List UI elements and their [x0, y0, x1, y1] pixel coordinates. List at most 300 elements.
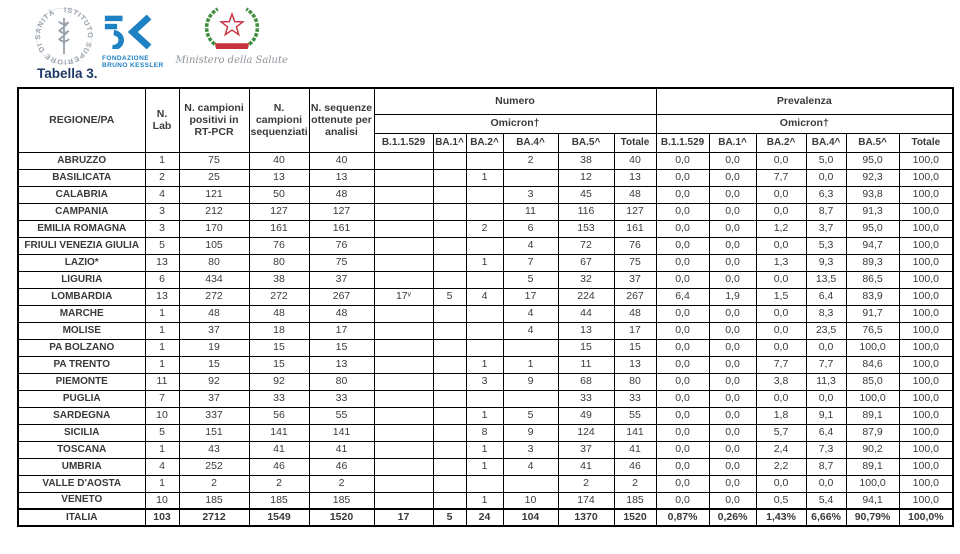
- cell-numero: [433, 322, 466, 339]
- cell-prevalenza: 1,2: [756, 220, 806, 237]
- cell-prevalenza: 100,0: [899, 356, 953, 373]
- cell-prevalenza: 95,0: [846, 220, 899, 237]
- cell-numero: 80: [614, 373, 656, 390]
- cell-prevalenza: 0,0: [756, 237, 806, 254]
- cell-campioni-positivi: 48: [179, 305, 249, 322]
- cell-prevalenza: 0,0: [656, 339, 709, 356]
- cell-numero: 1520: [614, 509, 656, 526]
- cell-numero: 48: [614, 186, 656, 203]
- cell-campioni-sequenziati: 40: [249, 152, 309, 169]
- table-row: [18, 407, 953, 424]
- cell-campioni-sequenziati: 18: [249, 322, 309, 339]
- cell-n-lab: 1: [145, 152, 179, 169]
- cell-n-lab: 5: [145, 237, 179, 254]
- table-row: [18, 424, 953, 441]
- cell-prevalenza: 0,0: [709, 475, 756, 492]
- cell-sequenze-ottenute: 267: [309, 288, 374, 305]
- cell-regione: SICILIA: [18, 424, 145, 441]
- cell-campioni-sequenziati: 38: [249, 271, 309, 288]
- cell-prevalenza: 0,0: [709, 220, 756, 237]
- cell-prevalenza: 0,0: [656, 322, 709, 339]
- cell-n-lab: 7: [145, 390, 179, 407]
- cell-prevalenza: 6,66%: [806, 509, 846, 526]
- cell-numero: 9: [503, 373, 558, 390]
- cell-numero: 127: [614, 203, 656, 220]
- cell-prevalenza: 84,6: [846, 356, 899, 373]
- cell-prevalenza: 0,0: [656, 305, 709, 322]
- cell-campioni-sequenziati: 80: [249, 254, 309, 271]
- logo-strip: [33, 4, 288, 68]
- cell-n-lab: 1: [145, 356, 179, 373]
- cell-numero: [374, 424, 433, 441]
- cell-numero: 68: [558, 373, 614, 390]
- cell-n-lab: 3: [145, 203, 179, 220]
- cell-prevalenza: 7,7: [806, 356, 846, 373]
- cell-regione: CALABRIA: [18, 186, 145, 203]
- cell-numero: 3: [503, 441, 558, 458]
- cell-campioni-sequenziati: 48: [249, 305, 309, 322]
- cell-campioni-positivi: 185: [179, 492, 249, 509]
- cell-prevalenza: 2,4: [756, 441, 806, 458]
- data-table: [17, 87, 954, 527]
- cell-prevalenza: 9,3: [806, 254, 846, 271]
- cell-prevalenza: 3,7: [806, 220, 846, 237]
- cell-prevalenza: 0,0: [806, 390, 846, 407]
- cell-campioni-sequenziati: 33: [249, 390, 309, 407]
- cell-numero: 3: [466, 373, 503, 390]
- table-row: [18, 373, 953, 390]
- cell-prevalenza: 100,0: [899, 271, 953, 288]
- cell-campioni-positivi: 15: [179, 356, 249, 373]
- cell-numero: 1: [503, 356, 558, 373]
- cell-campioni-sequenziati: 15: [249, 339, 309, 356]
- cell-prevalenza: 11,3: [806, 373, 846, 390]
- cell-campioni-positivi: 37: [179, 390, 249, 407]
- cell-prevalenza: 0,0: [656, 424, 709, 441]
- cell-campioni-sequenziati: 2: [249, 475, 309, 492]
- cell-prevalenza: 0,87%: [656, 509, 709, 526]
- cell-numero: 2: [558, 475, 614, 492]
- cell-prevalenza: 100,0: [899, 220, 953, 237]
- table-total-row: [18, 509, 953, 526]
- cell-numero: 49: [558, 407, 614, 424]
- cell-prevalenza: 0,0: [709, 356, 756, 373]
- cell-prevalenza: 92,3: [846, 169, 899, 186]
- cell-numero: 37: [558, 441, 614, 458]
- header-numero-ba4: BA.4^: [503, 133, 558, 152]
- cell-prevalenza: 6,4: [656, 288, 709, 305]
- cell-numero: [433, 424, 466, 441]
- cell-regione: VENETO: [18, 492, 145, 509]
- cell-prevalenza: 0,0: [756, 203, 806, 220]
- cell-sequenze-ottenute: 40: [309, 152, 374, 169]
- cell-sequenze-ottenute: 141: [309, 424, 374, 441]
- cell-prevalenza: 0,0: [756, 152, 806, 169]
- cell-numero: [433, 169, 466, 186]
- cell-n-lab: 5: [145, 424, 179, 441]
- cell-campioni-positivi: 43: [179, 441, 249, 458]
- cell-prevalenza: 100,0: [899, 407, 953, 424]
- cell-prevalenza: 7,7: [756, 356, 806, 373]
- cell-numero: 32: [558, 271, 614, 288]
- ministero-script-text: Ministero della Salute: [175, 55, 288, 66]
- cell-numero: 67: [558, 254, 614, 271]
- cell-numero: [374, 220, 433, 237]
- cell-prevalenza: 0,0: [806, 339, 846, 356]
- cell-numero: 1370: [558, 509, 614, 526]
- iss-seal-icon: [33, 7, 95, 65]
- cell-numero: 75: [614, 254, 656, 271]
- cell-prevalenza: 0,0: [656, 271, 709, 288]
- cell-prevalenza: 95,0: [846, 152, 899, 169]
- cell-numero: [374, 407, 433, 424]
- cell-prevalenza: 0,0: [656, 356, 709, 373]
- cell-n-lab: 103: [145, 509, 179, 526]
- header-campioni-positivi: N. campioni positivi in RT-PCR: [179, 88, 249, 152]
- cell-regione: BASILICATA: [18, 169, 145, 186]
- table-row: [18, 356, 953, 373]
- cell-numero: 13: [558, 322, 614, 339]
- cell-regione: SARDEGNA: [18, 407, 145, 424]
- cell-campioni-positivi: 2: [179, 475, 249, 492]
- cell-numero: 267: [614, 288, 656, 305]
- header-prevalenza-b11529: B.1.1.529: [656, 133, 709, 152]
- cell-regione: PA BOLZANO: [18, 339, 145, 356]
- cell-numero: [374, 169, 433, 186]
- fbk-text-line1: FONDAZIONE: [102, 55, 149, 62]
- header-omicron-prevalenza: Omicron†: [656, 114, 953, 133]
- cell-numero: 76: [614, 237, 656, 254]
- cell-prevalenza: 5,7: [756, 424, 806, 441]
- cell-sequenze-ottenute: 15: [309, 339, 374, 356]
- header-campioni-sequenziati: N. campioni sequenziati: [249, 88, 309, 152]
- cell-numero: 7: [503, 254, 558, 271]
- cell-prevalenza: 0,0: [709, 237, 756, 254]
- cell-prevalenza: 5,0: [806, 152, 846, 169]
- cell-prevalenza: 0,0: [656, 441, 709, 458]
- cell-prevalenza: 6,3: [806, 186, 846, 203]
- fbk-logo: [102, 15, 164, 70]
- cell-n-lab: 10: [145, 407, 179, 424]
- cell-numero: [466, 390, 503, 407]
- cell-prevalenza: 0,0: [709, 169, 756, 186]
- cell-campioni-sequenziati: 127: [249, 203, 309, 220]
- cell-prevalenza: 0,0: [656, 492, 709, 509]
- cell-sequenze-ottenute: 48: [309, 305, 374, 322]
- cell-prevalenza: 87,9: [846, 424, 899, 441]
- cell-regione: ABRUZZO: [18, 152, 145, 169]
- table-body: [18, 152, 953, 526]
- cell-sequenze-ottenute: 1520: [309, 509, 374, 526]
- cell-sequenze-ottenute: 161: [309, 220, 374, 237]
- cell-numero: 174: [558, 492, 614, 509]
- cell-sequenze-ottenute: 13: [309, 356, 374, 373]
- cell-n-lab: 1: [145, 339, 179, 356]
- cell-prevalenza: 5,4: [806, 492, 846, 509]
- cell-n-lab: 10: [145, 492, 179, 509]
- cell-prevalenza: 8,7: [806, 203, 846, 220]
- cell-campioni-positivi: 121: [179, 186, 249, 203]
- cell-sequenze-ottenute: 33: [309, 390, 374, 407]
- cell-numero: [374, 373, 433, 390]
- cell-campioni-positivi: 19: [179, 339, 249, 356]
- cell-prevalenza: 6,4: [806, 424, 846, 441]
- cell-campioni-sequenziati: 141: [249, 424, 309, 441]
- cell-prevalenza: 0,0: [709, 492, 756, 509]
- cell-campioni-positivi: 170: [179, 220, 249, 237]
- cell-prevalenza: 89,3: [846, 254, 899, 271]
- cell-prevalenza: 8,7: [806, 458, 846, 475]
- cell-numero: 4: [503, 237, 558, 254]
- cell-numero: [374, 356, 433, 373]
- cell-prevalenza: 100,0: [846, 390, 899, 407]
- cell-numero: [433, 305, 466, 322]
- cell-regione: PA TRENTO: [18, 356, 145, 373]
- page-title: Tabella 3.: [37, 66, 98, 81]
- cell-prevalenza: 93,8: [846, 186, 899, 203]
- cell-numero: 9: [503, 424, 558, 441]
- ministero-wreath-icon: [193, 4, 271, 54]
- cell-campioni-sequenziati: 185: [249, 492, 309, 509]
- cell-prevalenza: 1,9: [709, 288, 756, 305]
- cell-campioni-sequenziati: 92: [249, 373, 309, 390]
- cell-numero: [374, 254, 433, 271]
- cell-numero: 41: [614, 441, 656, 458]
- cell-numero: [433, 373, 466, 390]
- cell-n-lab: 1: [145, 305, 179, 322]
- cell-numero: [503, 475, 558, 492]
- cell-regione: MOLISE: [18, 322, 145, 339]
- cell-numero: [503, 169, 558, 186]
- cell-prevalenza: 89,1: [846, 407, 899, 424]
- cell-numero: [466, 339, 503, 356]
- cell-numero: [374, 305, 433, 322]
- cell-prevalenza: 0,0: [709, 407, 756, 424]
- cell-sequenze-ottenute: 75: [309, 254, 374, 271]
- cell-n-lab: 1: [145, 441, 179, 458]
- cell-numero: 15: [558, 339, 614, 356]
- cell-sequenze-ottenute: 17: [309, 322, 374, 339]
- cell-numero: [466, 305, 503, 322]
- cell-campioni-sequenziati: 76: [249, 237, 309, 254]
- cell-numero: 17ᵛ: [374, 288, 433, 305]
- table-row: [18, 288, 953, 305]
- cell-numero: [466, 237, 503, 254]
- table-row: [18, 390, 953, 407]
- cell-numero: 10: [503, 492, 558, 509]
- cell-prevalenza: 5,3: [806, 237, 846, 254]
- cell-numero: 2: [466, 220, 503, 237]
- cell-numero: [503, 390, 558, 407]
- cell-numero: 1: [466, 254, 503, 271]
- cell-numero: [374, 152, 433, 169]
- header-prevalenza-ba4: BA.4^: [806, 133, 846, 152]
- iss-ring-text: ISTITUTO SUPERIORE DI SANITÀ: [33, 7, 95, 65]
- cell-prevalenza: 0,0: [709, 441, 756, 458]
- cell-prevalenza: 100,0: [899, 237, 953, 254]
- cell-numero: [374, 441, 433, 458]
- table-row: [18, 305, 953, 322]
- cell-campioni-positivi: 25: [179, 169, 249, 186]
- cell-numero: 5: [433, 509, 466, 526]
- cell-prevalenza: 0,0: [709, 203, 756, 220]
- cell-numero: 153: [558, 220, 614, 237]
- cell-numero: [374, 339, 433, 356]
- cell-campioni-positivi: 434: [179, 271, 249, 288]
- cell-numero: [433, 441, 466, 458]
- cell-numero: 41: [558, 458, 614, 475]
- cell-prevalenza: 1,5: [756, 288, 806, 305]
- cell-prevalenza: 83,9: [846, 288, 899, 305]
- header-omicron-numero: Omicron†: [374, 114, 656, 133]
- cell-sequenze-ottenute: 13: [309, 169, 374, 186]
- cell-campioni-positivi: 337: [179, 407, 249, 424]
- cell-sequenze-ottenute: 41: [309, 441, 374, 458]
- cell-numero: 116: [558, 203, 614, 220]
- cell-numero: 40: [614, 152, 656, 169]
- cell-prevalenza: 0,0: [709, 152, 756, 169]
- cell-campioni-sequenziati: 46: [249, 458, 309, 475]
- cell-n-lab: 13: [145, 288, 179, 305]
- cell-numero: [374, 271, 433, 288]
- cell-sequenze-ottenute: 55: [309, 407, 374, 424]
- cell-prevalenza: 0,0: [806, 475, 846, 492]
- cell-numero: 1: [466, 492, 503, 509]
- cell-prevalenza: 8,3: [806, 305, 846, 322]
- cell-prevalenza: 76,5: [846, 322, 899, 339]
- cell-prevalenza: 0,0: [756, 271, 806, 288]
- cell-numero: 11: [558, 356, 614, 373]
- cell-prevalenza: 0,0: [756, 339, 806, 356]
- cell-prevalenza: 0,26%: [709, 509, 756, 526]
- cell-prevalenza: 100,0: [899, 322, 953, 339]
- cell-n-lab: 1: [145, 322, 179, 339]
- cell-numero: 161: [614, 220, 656, 237]
- cell-prevalenza: 90,2: [846, 441, 899, 458]
- cell-numero: 5: [503, 271, 558, 288]
- cell-n-lab: 3: [145, 220, 179, 237]
- iss-logo: [33, 7, 95, 70]
- cell-sequenze-ottenute: 80: [309, 373, 374, 390]
- cell-prevalenza: 0,0: [656, 458, 709, 475]
- table-row: [18, 458, 953, 475]
- cell-regione: EMILIA ROMAGNA: [18, 220, 145, 237]
- header-numero-ba1: BA.1^: [433, 133, 466, 152]
- cell-sequenze-ottenute: 46: [309, 458, 374, 475]
- cell-numero: [433, 339, 466, 356]
- cell-prevalenza: 7,3: [806, 441, 846, 458]
- cell-prevalenza: 6,4: [806, 288, 846, 305]
- cell-numero: 104: [503, 509, 558, 526]
- cell-prevalenza: 0,0: [709, 390, 756, 407]
- caduceus-icon: [59, 19, 68, 54]
- cell-regione: ITALIA: [18, 509, 145, 526]
- cell-prevalenza: 0,0: [656, 373, 709, 390]
- cell-campioni-positivi: 151: [179, 424, 249, 441]
- cell-regione: MARCHE: [18, 305, 145, 322]
- cell-campioni-positivi: 105: [179, 237, 249, 254]
- cell-numero: 1: [466, 458, 503, 475]
- cell-numero: 4: [503, 305, 558, 322]
- cell-numero: [374, 390, 433, 407]
- table-row: [18, 186, 953, 203]
- cell-prevalenza: 100,0: [899, 186, 953, 203]
- cell-prevalenza: 100,0: [899, 339, 953, 356]
- cell-numero: 48: [614, 305, 656, 322]
- cell-n-lab: 4: [145, 186, 179, 203]
- cell-sequenze-ottenute: 48: [309, 186, 374, 203]
- cell-sequenze-ottenute: 185: [309, 492, 374, 509]
- cell-numero: 1: [466, 441, 503, 458]
- cell-numero: 6: [503, 220, 558, 237]
- table-row: [18, 441, 953, 458]
- cell-prevalenza: 23,5: [806, 322, 846, 339]
- cell-prevalenza: 0,0: [709, 424, 756, 441]
- cell-prevalenza: 0,0: [709, 339, 756, 356]
- cell-prevalenza: 0,0: [656, 169, 709, 186]
- cell-prevalenza: 89,1: [846, 458, 899, 475]
- cell-n-lab: 4: [145, 458, 179, 475]
- cell-numero: 141: [614, 424, 656, 441]
- cell-numero: 11: [503, 203, 558, 220]
- cell-numero: 38: [558, 152, 614, 169]
- cell-regione: FRIULI VENEZIA GIULIA: [18, 237, 145, 254]
- cell-numero: 15: [614, 339, 656, 356]
- cell-prevalenza: 0,0: [756, 186, 806, 203]
- header-numero-totale: Totale: [614, 133, 656, 152]
- cell-prevalenza: 100,0: [899, 475, 953, 492]
- cell-numero: [503, 339, 558, 356]
- cell-prevalenza: 94,7: [846, 237, 899, 254]
- cell-campioni-sequenziati: 161: [249, 220, 309, 237]
- cell-regione: LIGURIA: [18, 271, 145, 288]
- cell-numero: 2: [614, 475, 656, 492]
- cell-prevalenza: 0,0: [756, 322, 806, 339]
- cell-numero: 1: [466, 356, 503, 373]
- cell-prevalenza: 100,0: [899, 288, 953, 305]
- cell-numero: [374, 186, 433, 203]
- ministero-salute-logo: [176, 4, 288, 66]
- cell-campioni-positivi: 252: [179, 458, 249, 475]
- cell-numero: [433, 271, 466, 288]
- cell-prevalenza: 0,0: [709, 322, 756, 339]
- cell-campioni-sequenziati: 1549: [249, 509, 309, 526]
- cell-numero: 5: [433, 288, 466, 305]
- table-row: [18, 271, 953, 288]
- cell-prevalenza: 100,0: [899, 152, 953, 169]
- cell-prevalenza: 0,5: [756, 492, 806, 509]
- cell-numero: 2: [503, 152, 558, 169]
- table-row: [18, 322, 953, 339]
- cell-prevalenza: 0,0: [806, 169, 846, 186]
- cell-numero: 37: [614, 271, 656, 288]
- fbk-text-line2: BRUNO KESSLER: [102, 62, 164, 70]
- cell-numero: [433, 152, 466, 169]
- cell-numero: 13: [614, 169, 656, 186]
- cell-prevalenza: 100,0: [899, 492, 953, 509]
- cell-numero: [433, 186, 466, 203]
- header-numero-ba2: BA.2^: [466, 133, 503, 152]
- cell-numero: [466, 203, 503, 220]
- header-regione: REGIONE/PA: [18, 88, 145, 152]
- cell-regione: UMBRIA: [18, 458, 145, 475]
- header-numero-ba5: BA.5^: [558, 133, 614, 152]
- cell-n-lab: 13: [145, 254, 179, 271]
- cell-prevalenza: 0,0: [756, 475, 806, 492]
- cell-prevalenza: 100,0: [899, 390, 953, 407]
- cell-n-lab: 1: [145, 475, 179, 492]
- cell-regione: PUGLIA: [18, 390, 145, 407]
